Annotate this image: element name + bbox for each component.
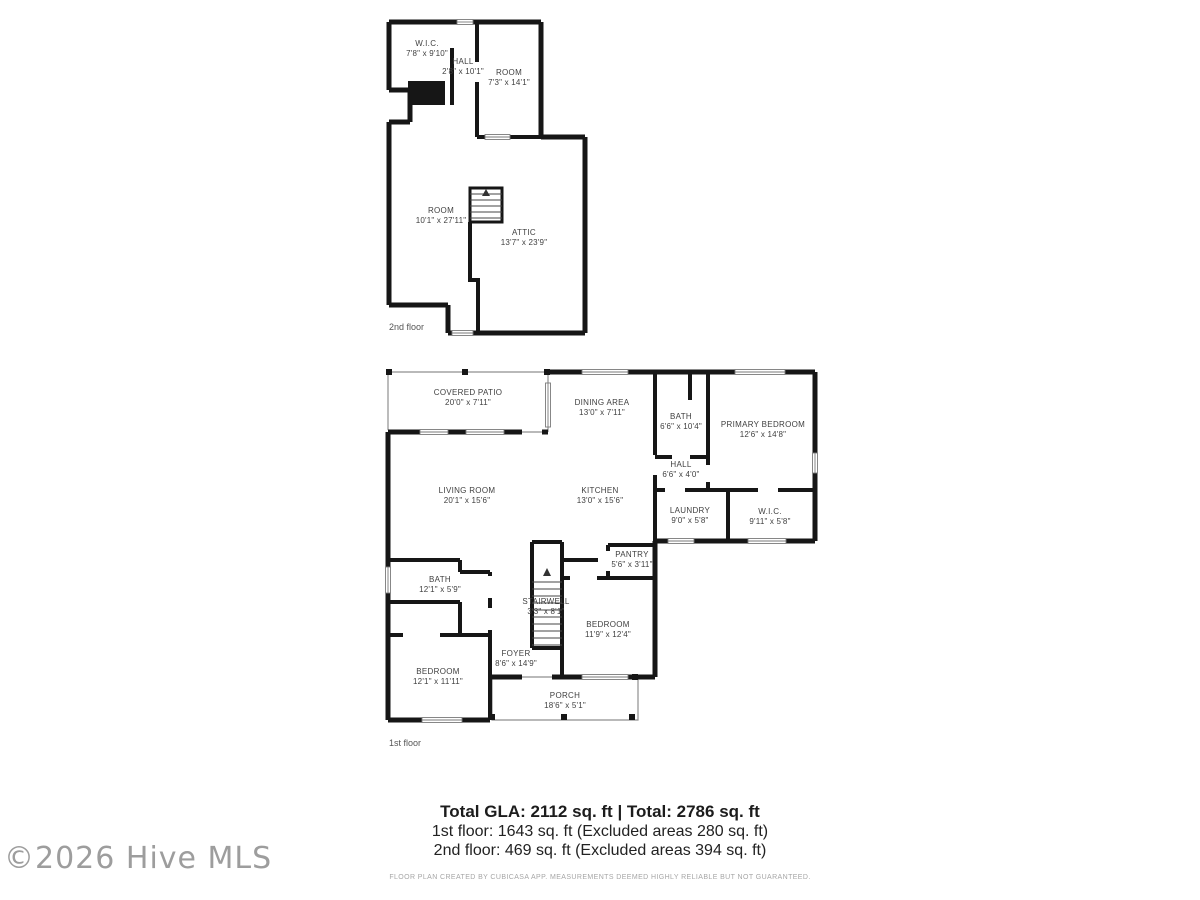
room-label-laundry: LAUNDRY 9'0" x 5'8" [669,506,711,525]
room-label-kitchen: KITCHEN 13'0" x 15'6" [576,486,624,505]
room-label-hall-2f: HALL 2'8" x 10'1" [442,57,484,76]
room-label-wic-2f: W.I.C. 7'8" x 9'10" [406,39,448,58]
stairs-up-arrow-icon [543,568,551,576]
disclaimer-text: FLOOR PLAN CREATED BY CUBICASA APP. MEASUREMENTS DEEMED HIGHLY RELIABLE BUT NOT GUARANTEED. [389,874,811,881]
first-floor-tag: 1st floor [389,738,422,748]
room-label-hall-1f: HALL 6'6" x 4'0" [662,460,700,479]
second-floor-area-line: 2nd floor: 469 sq. ft (Excluded areas 394 sq. ft) [433,842,767,859]
room-label-room-large: ROOM 10'1" x 27'11" [415,206,467,225]
room-label-bedroom-right: BEDROOM 11'9" x 12'4" [585,620,631,639]
room-label-room-small: ROOM 7'3" x 14'1" [488,68,530,87]
second-floor-plan [386,20,588,340]
porch-post [561,714,567,720]
mls-watermark: ©2026 Hive MLS [4,841,273,876]
room-label-living-room: LIVING ROOM 20'1" x 15'6" [438,486,496,505]
room-label-covered-patio: COVERED PATIO 20'0" x 7'11" [433,388,503,407]
patio-post [386,369,392,375]
exterior-walls [389,22,585,333]
room-label-bath-lower: BATH 12'1" x 5'9" [419,575,461,594]
room-label-wic-1f: W.I.C. 9'11" x 5'8" [749,507,791,526]
solid-wall-mass [408,81,445,105]
room-label-dining-area: DINING AREA 13'0" x 7'11" [574,398,630,417]
room-label-porch: PORCH 18'6" x 5'1" [544,691,586,710]
room-label-pantry: PANTRY 5'6" x 3'11" [611,550,653,569]
room-label-bedroom-left: BEDROOM 12'1" x 11'11" [413,667,463,686]
room-label-attic: ATTIC 13'7" x 23'9" [500,228,548,247]
room-label-primary-bedroom: PRIMARY BEDROOM 12'6" x 14'8" [720,420,806,439]
stair-treads [470,194,502,218]
room-label-stairwell: STAIRWELL 3'3" x 8'1" [522,597,570,616]
stairs-up-arrow-icon [482,189,490,196]
porch-post [629,714,635,720]
room-label-bath-upper: BATH 6'6" x 10'4" [660,412,702,431]
total-gla-line: Total GLA: 2112 sq. ft | Total: 2786 sq. ft [440,802,760,821]
patio-post [462,369,468,375]
first-floor-plan [386,368,818,724]
second-floor-tag: 2nd floor [389,322,425,332]
first-floor-area-line: 1st floor: 1643 sq. ft (Excluded areas 280 sq. ft) [431,823,769,840]
second-floor-walls [386,20,588,340]
room-label-foyer: FOYER 8'6" x 14'9" [495,649,537,668]
